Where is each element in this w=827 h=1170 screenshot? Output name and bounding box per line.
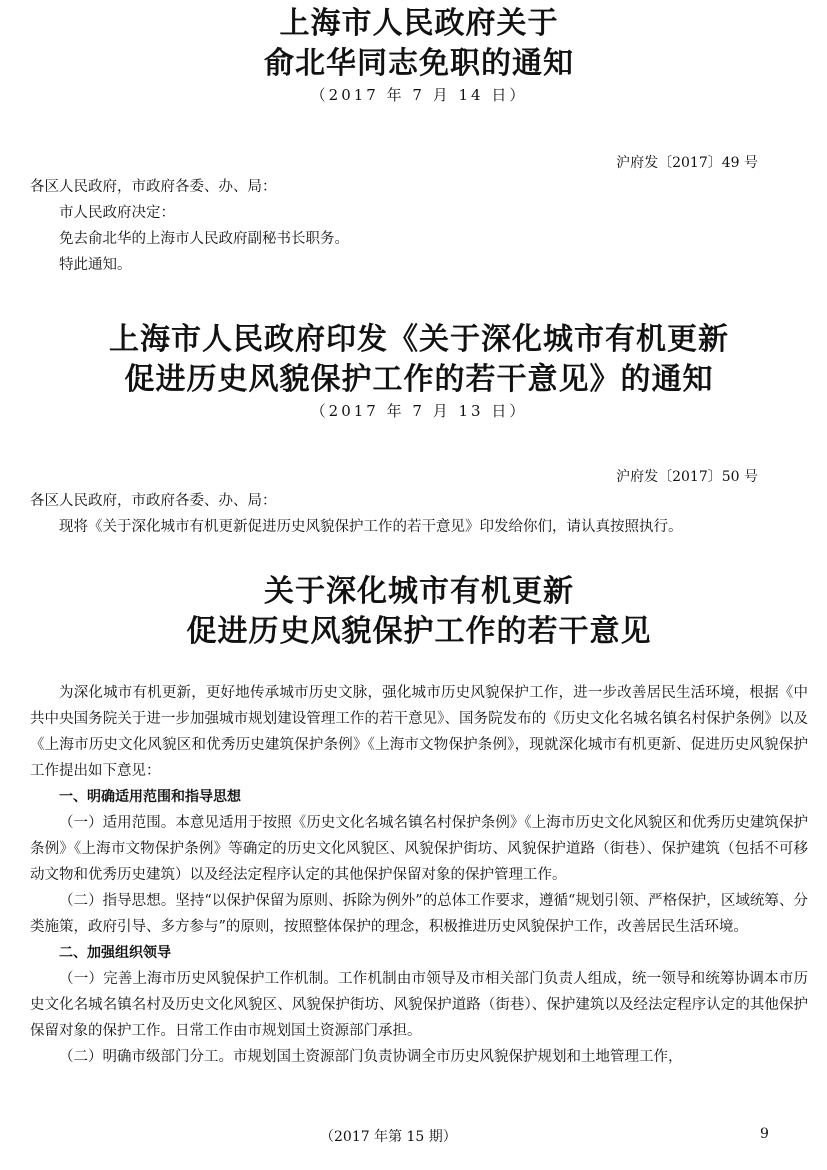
opinion-body <box>30 680 808 1070</box>
section-1-item-2 <box>30 888 808 940</box>
notice-2-body <box>30 466 808 540</box>
notice-1-paragraph: 市人民政府决定： <box>59 205 175 221</box>
notice-1-title-line-1: 上海市人民政府关于 <box>279 6 559 41</box>
notice-1 <box>30 4 808 106</box>
notice-2-title-line-2: 促进历史风貌保护工作的若干意见》的通知 <box>124 362 714 397</box>
section-2-item-2-label: （二）明确市级部门分工。 <box>59 1049 233 1065</box>
notice-2-date: （2017 年 7 月 13 日） <box>310 402 528 420</box>
page-number: 9 <box>760 1126 769 1142</box>
section-1-item-1-label: （一）适用范围。 <box>59 815 176 831</box>
notice-1-body <box>30 152 808 278</box>
notice-2-doc-number: 沪府发〔2017〕50 号 <box>616 469 758 485</box>
notice-2-title-line-1: 上海市人民政府印发《关于深化城市有机更新 <box>109 322 729 357</box>
section-2-item-2-text: 市规划国土资源部门负责协调全市历史风貌保护规划和土地管理工作， <box>233 1049 683 1065</box>
section-2-item-1-label: （一）完善上海市历史风貌保护工作机制。 <box>59 971 339 987</box>
notice-2-salutation: 各区人民政府，市政府各委、办、局： <box>30 493 277 509</box>
section-2-item-2 <box>30 1044 808 1070</box>
notice-1-salutation: 各区人民政府，市政府各委、办、局： <box>30 179 277 195</box>
notice-1-paragraph: 特此通知。 <box>59 257 132 273</box>
notice-2 <box>30 320 808 422</box>
notice-2-paragraph: 现将《关于深化城市有机更新促进历史风貌保护工作的若干意见》印发给你们，请认真按照执行。 <box>59 519 683 535</box>
opinion-title <box>30 572 808 652</box>
section-2-item-1 <box>30 966 808 1044</box>
section-1-item-1-text: 本意见适用于按照《历史文化名城名镇名村保护条例》《上海市历史文化风貌区和优秀历史建筑保护条例》《上海市文物保护条例》等确定的历史文化风貌区、风貌保护街坊、风貌保护道路（街巷）、保护建筑（包括不可移动文物和优秀历史建筑）以及经法定程序认定的其他保护保留对象的保护管理工作。 <box>30 815 809 883</box>
section-1-heading: 一、明确适用范围和指导思想 <box>59 789 241 805</box>
notice-1-date: （2017 年 7 月 14 日） <box>310 86 528 104</box>
opinion-intro: 为深化城市有机更新，更好地传承城市历史文脉，强化城市历史风貌保护工作，进一步改善居民生活环境，根据《中共中央国务院关于进一步加强城市规划建设管理工作的若干意见》、国务院发布的《历史文化名城名镇名村保护条例》以及《上海市历史文化风貌区和优秀历史建筑保护条例》《上海市文物保护条例》，现就深化城市有机更新、促进历史风貌保护工作提出如下意见： <box>30 685 808 779</box>
section-1-item-1 <box>30 810 808 888</box>
notice-1-paragraph: 免去俞北华的上海市人民政府副秘书长职务。 <box>59 231 349 247</box>
issue-label: （2017 年第 15 期） <box>320 1129 457 1145</box>
section-1-item-2-text: 坚持“以保护保留为原则、拆除为例外”的总体工作要求，遵循“规划引领、严格保护，区域统筹、分类施策，政府引导、多方参与”的原则，按照整体保护的理念，积极推进历史风貌保护工作，改善居民生活环境。 <box>30 893 808 935</box>
opinion-title-line-2: 促进历史风貌保护工作的若干意见 <box>186 614 652 649</box>
section-2-heading: 二、加强组织领导 <box>59 945 171 961</box>
section-1-item-2-label: （二）指导思想。 <box>59 893 176 909</box>
notice-1-doc-number: 沪府发〔2017〕49 号 <box>616 155 758 171</box>
section-2-item-1-text: 工作机制由市领导及市相关部门负责人组成，统一领导和统筹协调本市历史文化名城名镇名村及历史文化风貌区、风貌保护街坊、风貌保护道路（街巷）、保护建筑以及经法定程序认定的其他保护保留对象的保护工作。日常工作由市规划国土资源部门承担。 <box>30 971 808 1039</box>
notice-1-title-line-2: 俞北华同志免职的通知 <box>264 46 574 81</box>
opinion-title-line-1: 关于深化城市有机更新 <box>264 574 574 609</box>
